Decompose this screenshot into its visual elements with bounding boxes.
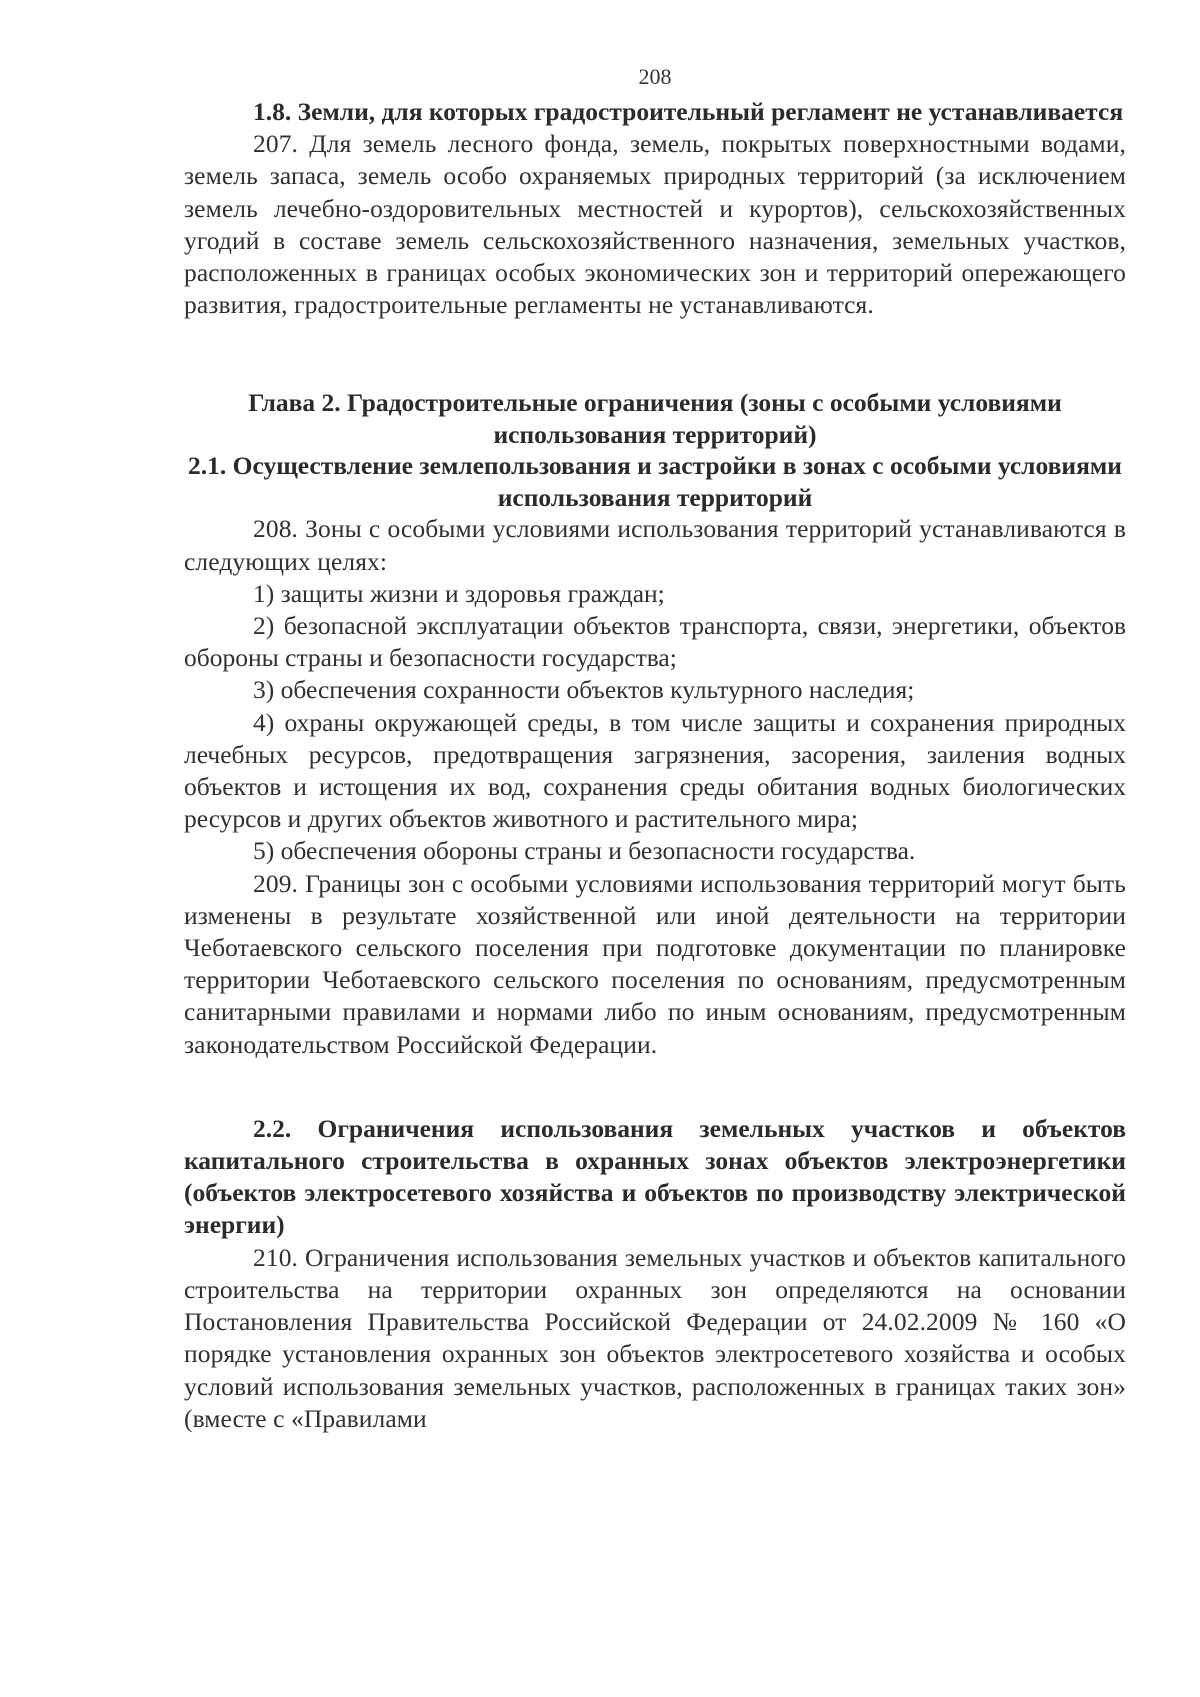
paragraph-209: 209. Границы зон с особыми условиями использования территорий могут быть изменены в результате хозяйственной или иной деятельности на территории Чеботаевского сельского поселения при подготовке документации по планировке территории Чеботаевского сельского поселения по основаниям, предусмотренным санитарными правилами и нормами либо по иным основаниям, предусмотренным законодательством Российской Федерации. <box>184 868 1126 1059</box>
page-number: 208 <box>638 64 672 89</box>
list-item-3: 3) обеспечения сохранности объектов культурного наследия; <box>253 675 915 705</box>
section-2-2-heading: 2.2. Ограничения использования земельных участков и объектов капитального строительства в охранных зонах объектов электроэнергетики (объектов электросетевого хозяйства и объектов по производству электрической энергии) <box>184 1113 1126 1240</box>
section-1-8-heading: 1.8. Земли, для которых градостроительный регламент не устанавливается <box>253 97 1124 126</box>
spacer <box>184 1061 1126 1113</box>
paragraph-208: 208. Зоны с особыми условиями использования территорий устанавливаются в следующих целях: <box>184 514 1126 576</box>
paragraph-210: 210. Ограничения использования земельных участков и объектов капитального строительства на территории охранных зон определяются на основании Постановления Правительства Российской Федерации от 24.02.2009 № 160 «О порядке установления охранных зон объектов электросетевого хозяйства и особых условий использования земельных участков, расположенных в границах таких зон» (вместе с «Правилами <box>184 1242 1126 1433</box>
section-2-1-heading: 2.1. Осуществление землепользования и застройки в зонах с особыми условиями использования территорий <box>188 451 1122 512</box>
chapter-2-title: Глава 2. Градостроительные ограничения (зоны с особыми условиями использования территорий) <box>248 388 1062 449</box>
document-page <box>184 62 1126 1435</box>
paragraph-207: 207. Для земель лесного фонда, земель, покрытых поверхностными водами, земель запаса, земель особо охраняемых природных территорий (за исключением земель лечебно-оздоровительных местностей и курортов), сельскохозяйственных угодий в составе земель сельскохозяйственного назначения, земельных участков, расположенных в границах особых экономических зон и территорий опережающего развития, градостроительные регламенты не устанавливаются. <box>184 129 1126 320</box>
list-item-4: 4) охраны окружающей среды, в том числе защиты и сохранения природных лечебных ресурсов, предотвращения загрязнения, засорения, заиления водных объектов и истощения их вод, сохранения среды обитания водных биологических ресурсов и других объектов животного и растительного мира; <box>184 707 1126 834</box>
spacer <box>184 321 1126 387</box>
list-item-5: 5) обеспечения обороны страны и безопасности государства. <box>253 836 916 866</box>
list-item-2: 2) безопасной эксплуатации объектов транспорта, связи, энергетики, объектов обороны страны и безопасности государства; <box>184 611 1126 673</box>
list-item-1: 1) защиты жизни и здоровья граждан; <box>253 578 665 608</box>
